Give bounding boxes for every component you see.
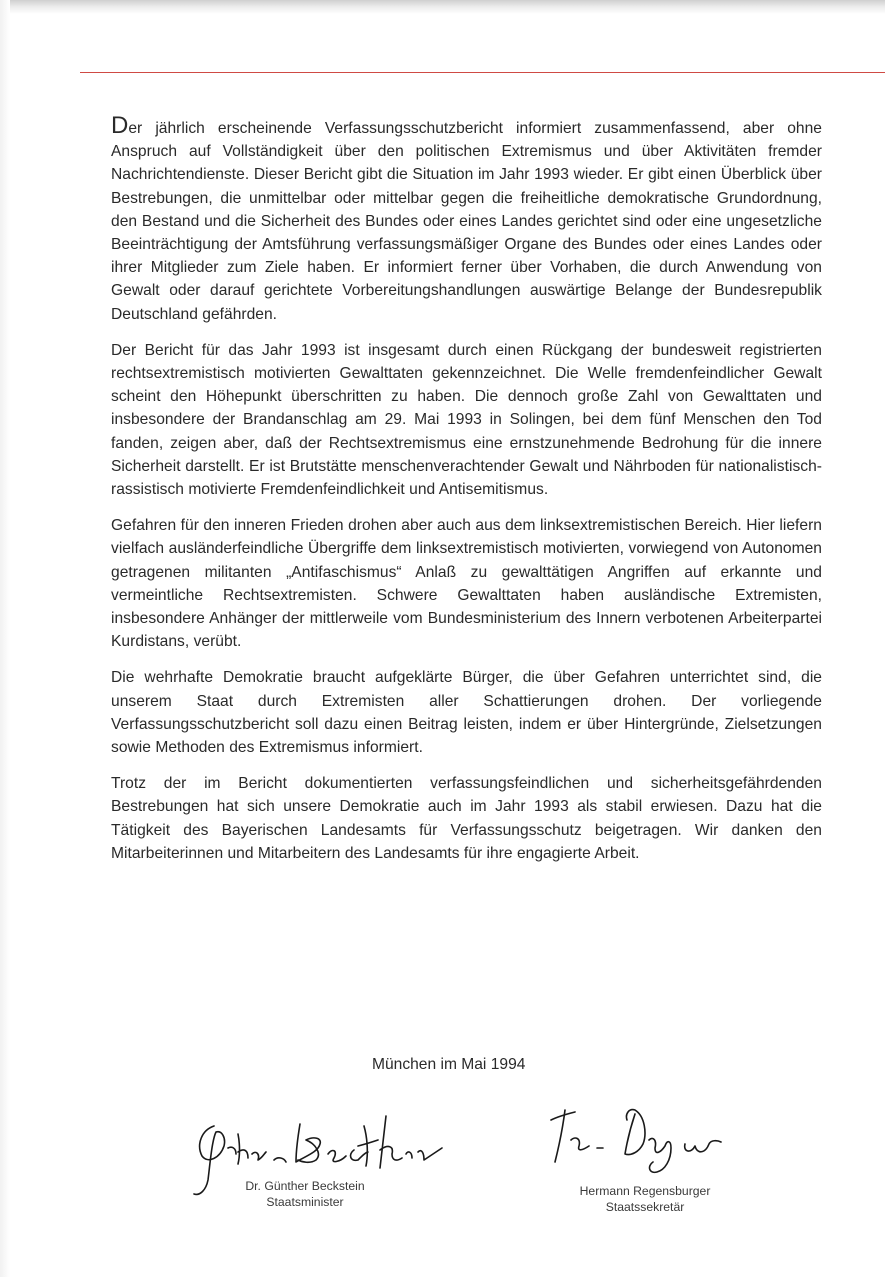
signer-left-title: Staatsminister — [266, 1195, 344, 1209]
scan-top-edge — [0, 0, 885, 14]
header-rule — [80, 72, 885, 73]
signer-right — [555, 1183, 735, 1215]
signer-right-title: Staatssekretär — [605, 1200, 685, 1214]
signer-right-name: Hermann Regensburger — [579, 1184, 711, 1198]
paragraph-4: Die wehrhafte Demokratie braucht aufgeklärte Bürger, die über Gefahren unterrichtet sind, die unserem Staat durch Extremisten aller Schattierungen drohen. Der vorliegende Verfassungsschutzbericht soll dazu einen Beitrag leisten, indem er über Hintergründe, Zielsetzungen sowie Methoden des Extremismus informiert. — [111, 669, 822, 757]
paragraph-3: Gefahren für den inneren Frieden drohen aber auch aus dem linksextremistischen Bereich. Hier liefern vielfach ausländerfeindliche Übergriffe dem linksextremistisch motivierten, vorwiegend von Autonomen getragenen militanten „Antifaschismus“ Anlaß zu gewalttätigen Angriffen auf erkannte und vermeintliche Rechtsextremisten. Schwere Gewalttaten haben ausländische Extremisten, insbesondere Anhänger der mittlerweile vom Bundesministerium des Innern verbotenen Arbeiterpartei Kurdistans, verübt. — [111, 517, 822, 651]
signature-right — [545, 1096, 775, 1176]
paragraph-2: Der Bericht für das Jahr 1993 ist insgesamt durch einen Rückgang der bundesweit registrierten rechtsextremistisch motivierten Gewalttaten gekennzeichnet. Die Welle fremdenfeindlicher Gewalt scheint den Höhepunkt überschritten zu haben. Die dennoch große Zahl von Gewalttaten und insbesondere der Brandanschlag am 29. Mai 1993 in Solingen, bei dem fünf Menschen den Tod fanden, zeigen aber, daß der Rechtsextremismus eine ernstzunehmende Bedrohung für die innere Sicherheit darstellt. Er ist Brutstätte menschenverachtender Gewalt und Nährboden für nationalistisch-rassistisch motivierte Fremdenfeindlichkeit und Antisemitismus. — [111, 341, 822, 499]
signer-left — [205, 1178, 405, 1210]
letter-body — [111, 114, 822, 878]
paragraph-1: Der jährlich erscheinende Verfassungsschutzbericht informiert zusammenfassend, aber ohne Anspruch auf Vollständigkeit über den politischen Extremismus und über Aktivitäten fremder Nachrichtendienste. Dieser Bericht gibt die Situation im Jahr 1993 wieder. Er gibt einen Überblick über Bestrebungen, die unmittelbar oder mittelbar gegen die freiheitliche demokratische Grundordnung, den Bestand und die Sicherheit des Bundes oder eines Landes gerichtet sind oder eine ungesetzliche Beeinträchtigung der Amtsführung verfassungsmäßiger Organe des Bundes oder eines Landes oder ihrer Mitglieder zum Ziele haben. Er informiert ferner über Vorhaben, die durch Anwendung von Gewalt oder darauf gerichtete Vorbereitungshandlungen auswärtige Belange der Bundesrepublik Deutschland gefährden. — [111, 112, 822, 323]
paragraph-5: Trotz der im Bericht dokumentierten verfassungsfeindlichen und sicherheitsgefährdenden Bestrebungen hat sich unsere Demokratie auch im Jahr 1993 als stabil erwiesen. Dazu hat die Tätigkeit des Bayerischen Landesamts für Verfassungsschutz beigetragen. Wir danken den Mitarbeiterinnen und Mitarbeitern des Landesamts für ihre engagierte Arbeit. — [111, 775, 822, 862]
scan-left-edge — [0, 0, 10, 1277]
signer-left-name: Dr. Günther Beckstein — [245, 1179, 365, 1193]
place-date: München im Mai 1994 — [372, 1056, 526, 1073]
